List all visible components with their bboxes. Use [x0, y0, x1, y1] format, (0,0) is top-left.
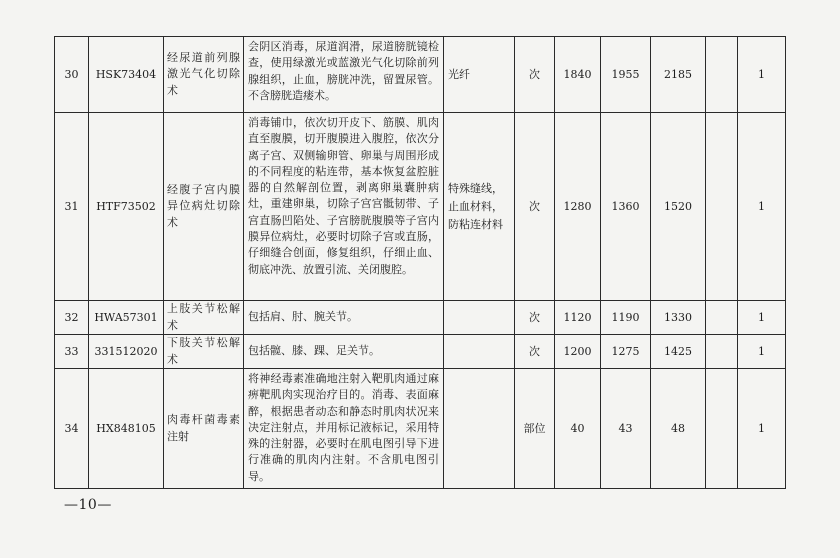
project-name: 肉毒杆菌毒素注射 [164, 369, 244, 489]
price-tier-2: 1190 [601, 301, 651, 335]
table-row [55, 335, 786, 369]
row-number: 31 [55, 113, 89, 301]
price-tier-3: 1520 [651, 113, 706, 301]
pricing-unit: 部位 [515, 369, 555, 489]
price-tier-2: 43 [601, 369, 651, 489]
page-number: —10— [64, 497, 112, 513]
price-tier-2: 1360 [601, 113, 651, 301]
pricing-unit: 次 [515, 113, 555, 301]
project-content: 会阴区消毒，尿道润滑，尿道膀胱镜检查，使用绿激光或蓝激光气化切除前列腺组织，止血，膀胱冲洗，留置尿管。不含膀胱造瘘术。 [244, 37, 444, 113]
price-tier-1: 1120 [555, 301, 601, 335]
project-code: HSK73404 [89, 37, 164, 113]
price-tier-3: 1330 [651, 301, 706, 335]
pricing-unit: 次 [515, 37, 555, 113]
project-content: 消毒铺巾，依次切开皮下、筋膜、肌肉直至腹膜，切开腹膜进入腹腔，依次分离子宫、双侧输卵管、卵巢与周围形成的不同程度的粘连带，基本恢复盆腔脏器的自然解剖位置，剥离卵巢囊肿病灶，重建卵巢，切除子宫宫骶韧带、子宫直肠凹陷处、子宫膀胱腹膜等子宫内膜异位病灶，必要时切除子宫或直肠，仔细缝合创面，修复组织，仔细止血、彻底冲洗、放置引流、关闭腹腔。 [244, 113, 444, 301]
adjustment-factor: 1 [738, 301, 786, 335]
price-tier-1: 1280 [555, 113, 601, 301]
project-code: HWA57301 [89, 301, 164, 335]
row-number: 33 [55, 335, 89, 369]
price-tier-3: 2185 [651, 37, 706, 113]
price-tier-2: 1275 [601, 335, 651, 369]
excluded-items [444, 369, 515, 489]
table-row [55, 369, 786, 489]
remarks [706, 113, 738, 301]
excluded-items: 光纤 [444, 37, 515, 113]
price-tier-1: 40 [555, 369, 601, 489]
price-tier-1: 1200 [555, 335, 601, 369]
project-name: 经腹子宫内膜异位病灶切除术 [164, 113, 244, 301]
row-number: 34 [55, 369, 89, 489]
row-number: 30 [55, 37, 89, 113]
project-name: 上肢关节松解术 [164, 301, 244, 335]
pricing-table [54, 36, 786, 489]
row-number: 32 [55, 301, 89, 335]
project-name: 经尿道前列腺激光气化切除术 [164, 37, 244, 113]
table-row [55, 37, 786, 113]
remarks [706, 301, 738, 335]
table-row [55, 113, 786, 301]
price-tier-2: 1955 [601, 37, 651, 113]
project-code: HTF73502 [89, 113, 164, 301]
adjustment-factor: 1 [738, 113, 786, 301]
excluded-items [444, 301, 515, 335]
table-row [55, 301, 786, 335]
excluded-items: 特殊缝线，止血材料，防粘连材料 [444, 113, 515, 301]
excluded-items [444, 335, 515, 369]
pricing-unit: 次 [515, 335, 555, 369]
project-content: 将神经毒素准确地注射入靶肌肉通过麻痹靶肌肉实现治疗目的。消毒、表面麻醉，根据患者动态和静态时肌肉状况来决定注射点，并用标记液标记，采用特殊的注射器，必要时在肌电图引导下进行准确的肌肉内注射。不含肌电图引导。 [244, 369, 444, 489]
price-tier-3: 1425 [651, 335, 706, 369]
adjustment-factor: 1 [738, 37, 786, 113]
adjustment-factor: 1 [738, 335, 786, 369]
adjustment-factor: 1 [738, 369, 786, 489]
price-tier-1: 1840 [555, 37, 601, 113]
project-content: 包括肩、肘、腕关节。 [244, 301, 444, 335]
price-tier-3: 48 [651, 369, 706, 489]
project-name: 下肢关节松解术 [164, 335, 244, 369]
remarks [706, 335, 738, 369]
project-code: HX848105 [89, 369, 164, 489]
remarks [706, 369, 738, 489]
project-code: 331512020 [89, 335, 164, 369]
project-content: 包括髋、膝、踝、足关节。 [244, 335, 444, 369]
pricing-unit: 次 [515, 301, 555, 335]
remarks [706, 37, 738, 113]
